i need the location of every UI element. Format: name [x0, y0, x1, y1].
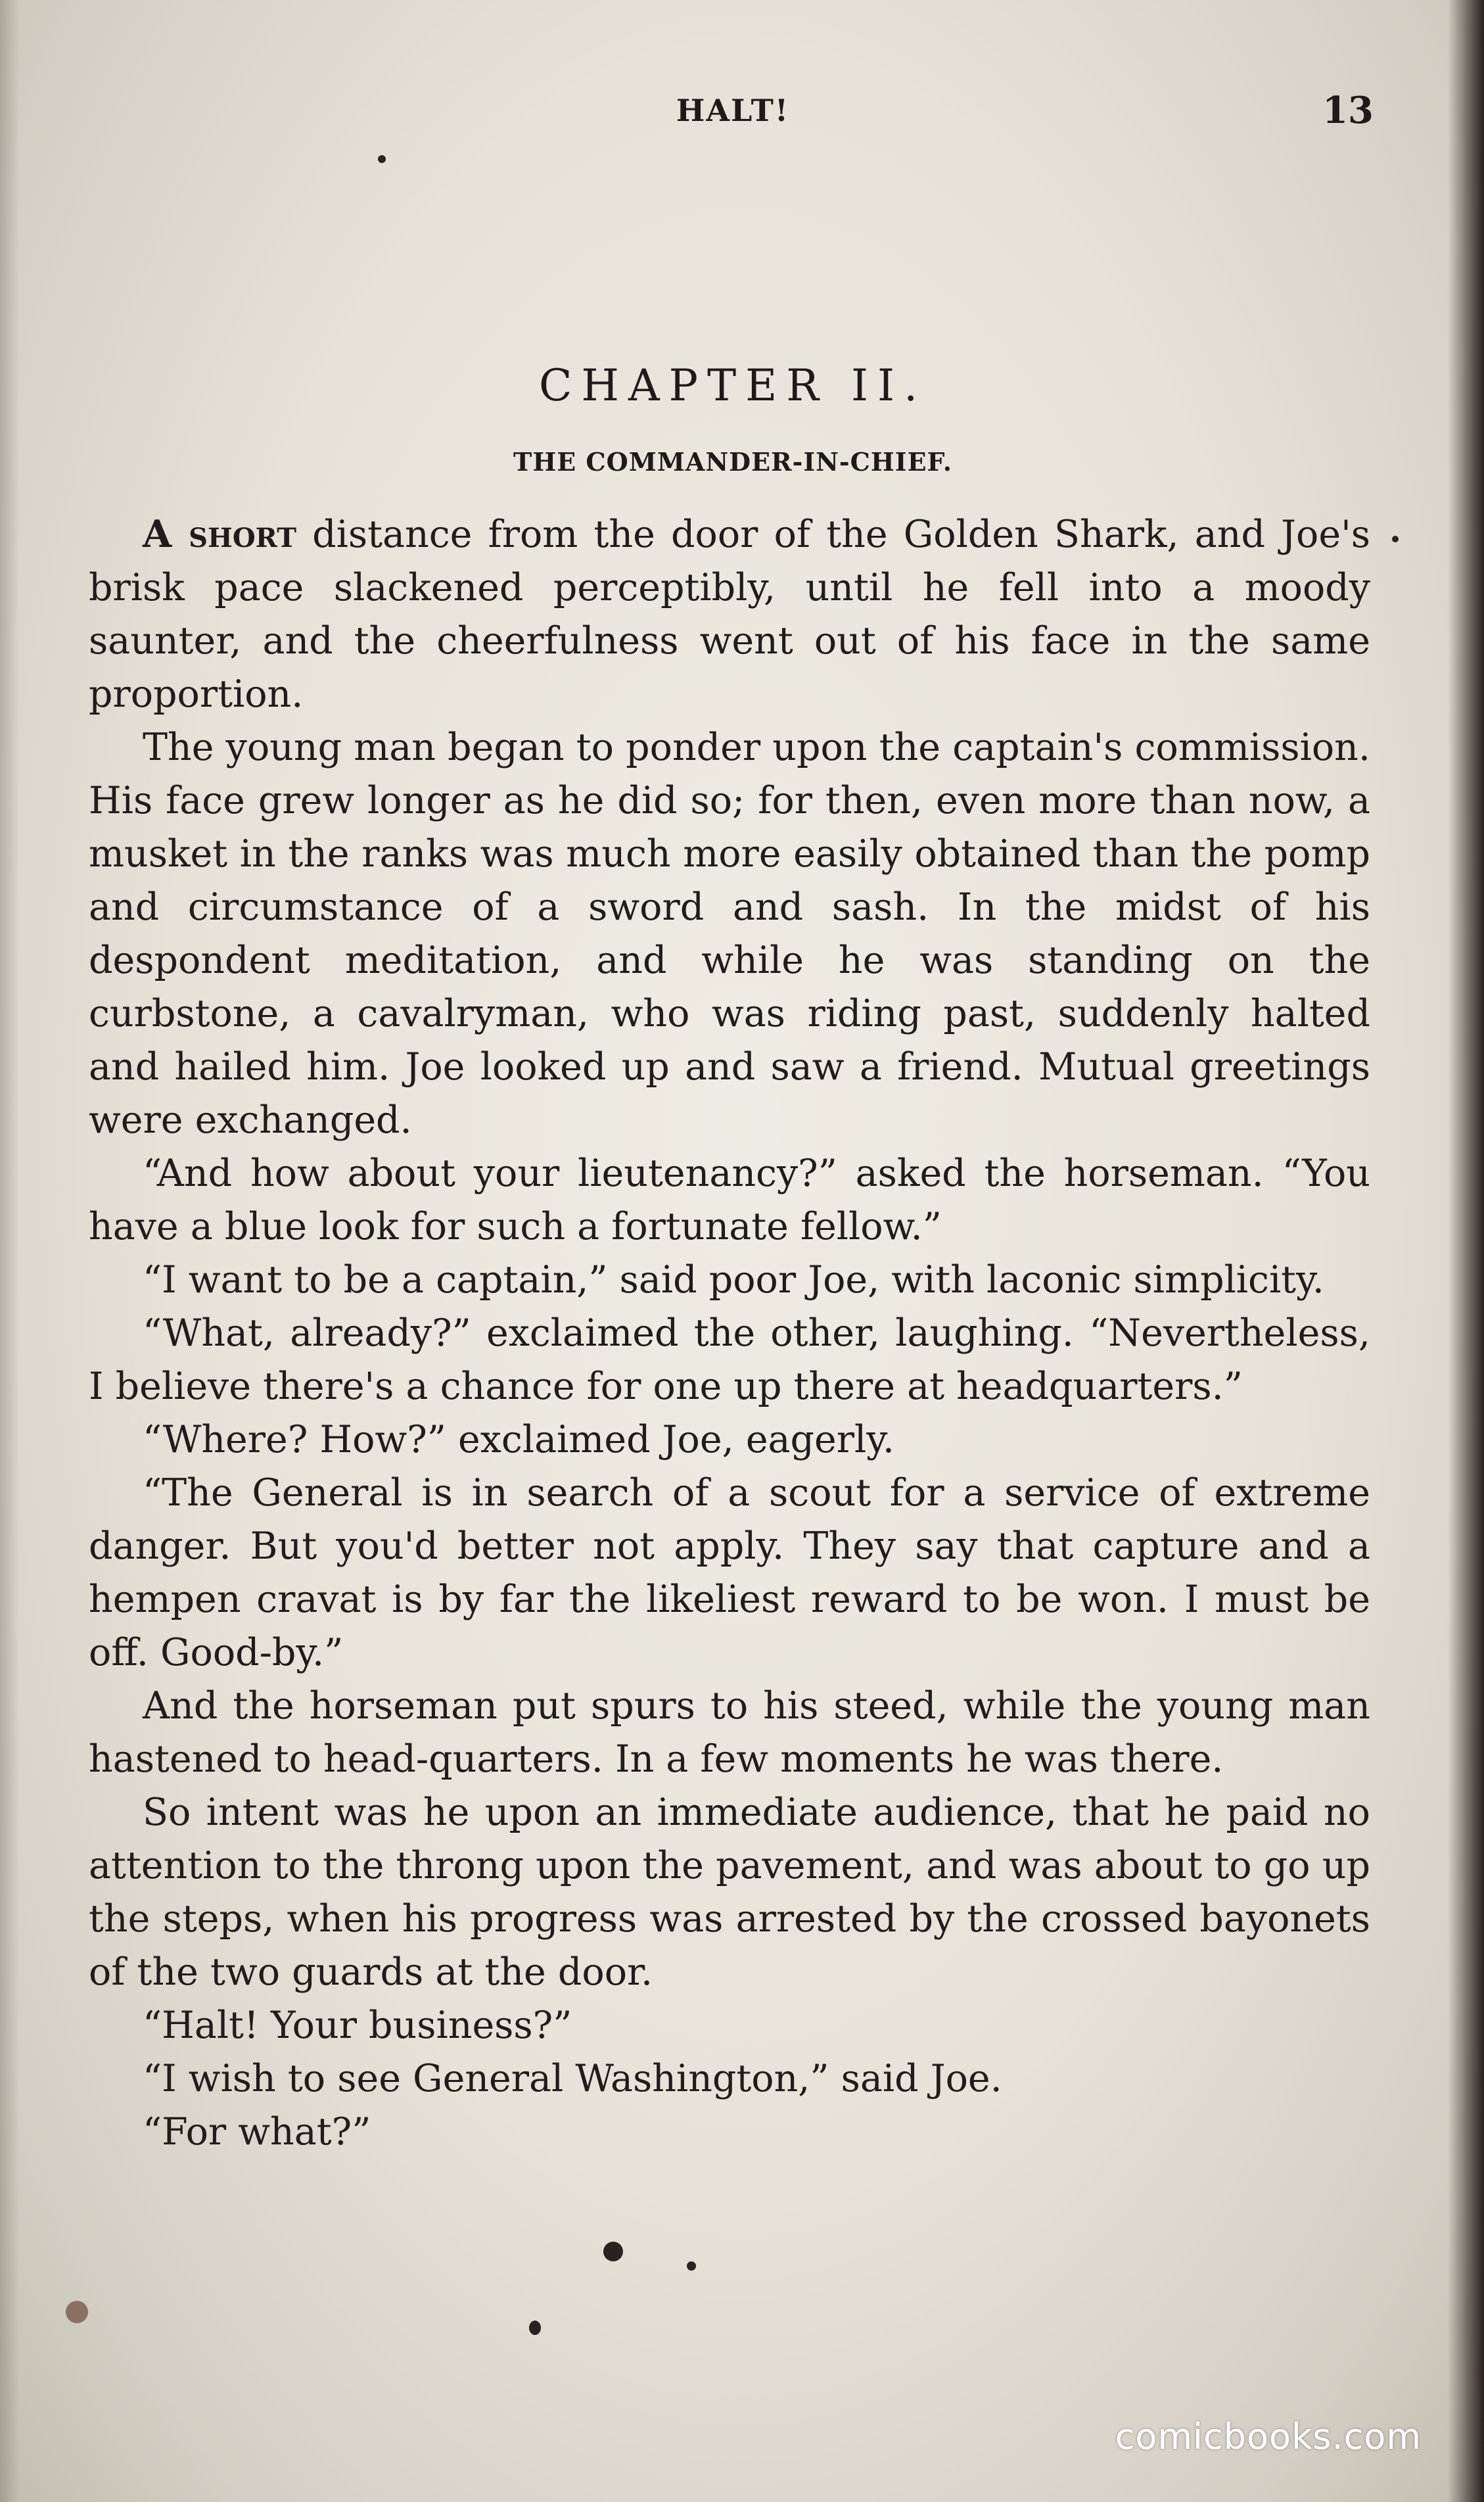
- paragraph-text: “I want to be a captain,” said poor Joe, with laconic simplicity.: [143, 1258, 1324, 1302]
- page-number: 13: [1322, 89, 1374, 132]
- paragraph-text: “I wish to see General Washington,” said Joe.: [143, 2057, 1002, 2100]
- paragraph-text: “Where? How?” exclaimed Joe, eagerly.: [143, 1418, 894, 1461]
- paragraph-text: “For what?”: [143, 2110, 371, 2154]
- ink-speck: [603, 2242, 623, 2261]
- chapter-body: [89, 507, 1370, 2159]
- paragraph: [89, 721, 1370, 1147]
- page-header: [92, 89, 1374, 135]
- paragraph: [89, 1999, 1370, 2052]
- chapter-title: CHAPTER II.: [538, 360, 927, 411]
- paragraph: [89, 1254, 1370, 1307]
- running-head: HALT!: [676, 93, 790, 128]
- paragraph-text: “Halt! Your business?”: [143, 2004, 572, 2047]
- paragraph-text: “The General is in search of a scout for a service of extreme danger. But you'd better not apply. They say that capture and a hempen cravat is by far the likeliest reward to be won. I must be off. Good-by.”: [89, 1471, 1370, 1674]
- ink-speck: [66, 2301, 88, 2323]
- ink-speck: [687, 2261, 696, 2271]
- paragraph: [89, 1680, 1370, 1786]
- paragraph-text: “What, already?” exclaimed the other, laughing. “Nevertheless, I believe there's a chance for one up there at headquarters.”: [89, 1311, 1370, 1408]
- paragraph: [89, 1147, 1370, 1254]
- watermark: comicbooks.com: [1115, 2416, 1422, 2457]
- paragraph-text: And the horseman put spurs to his steed, while the young man hastened to head-quarters. In a few moments he was there.: [89, 1684, 1370, 1781]
- ink-speck: [378, 155, 386, 163]
- paragraph-text: The young man began to ponder upon the captain's commission. His face grew longer as he did so; for then, even more than now, a musket in the ranks was much more easily obtained than the pomp and circumstance of a sword and sash. In the midst of his despondent meditation, and while he was standing on the curbstone, a cavalryman, who was riding past, suddenly halted and hailed him. Joe looked up and saw a friend. Mutual greetings were exchanged.: [89, 726, 1370, 1142]
- paragraph-lead: A short: [143, 512, 296, 556]
- paragraph-text: “And how about your lieutenancy?” asked the horseman. “You have a blue look for such a fortunate fellow.”: [89, 1152, 1370, 1248]
- paragraph: [89, 2106, 1370, 2159]
- paragraph: [89, 507, 1370, 721]
- ink-speck: [1392, 536, 1399, 542]
- paragraph-text: distance from the door of the Golden Shark, and Joe's brisk pace slackened perceptibly, until he fell into a moody saunter, and the cheerfulness went out of his face in the same proportion.: [89, 513, 1370, 716]
- paragraph: [89, 1413, 1370, 1467]
- ink-speck: [529, 2321, 541, 2335]
- chapter-subtitle: THE COMMANDER-IN-CHIEF.: [513, 447, 952, 477]
- paragraph: [89, 2052, 1370, 2106]
- paragraph: [89, 1786, 1370, 1999]
- paragraph-text: So intent was he upon an immediate audience, that he paid no attention to the throng upon the pavement, and was about to go up the steps, when his progress was arrested by the crossed bayonets of the two guards at the door.: [89, 1791, 1370, 1994]
- paragraph: [89, 1467, 1370, 1680]
- paragraph: [89, 1307, 1370, 1413]
